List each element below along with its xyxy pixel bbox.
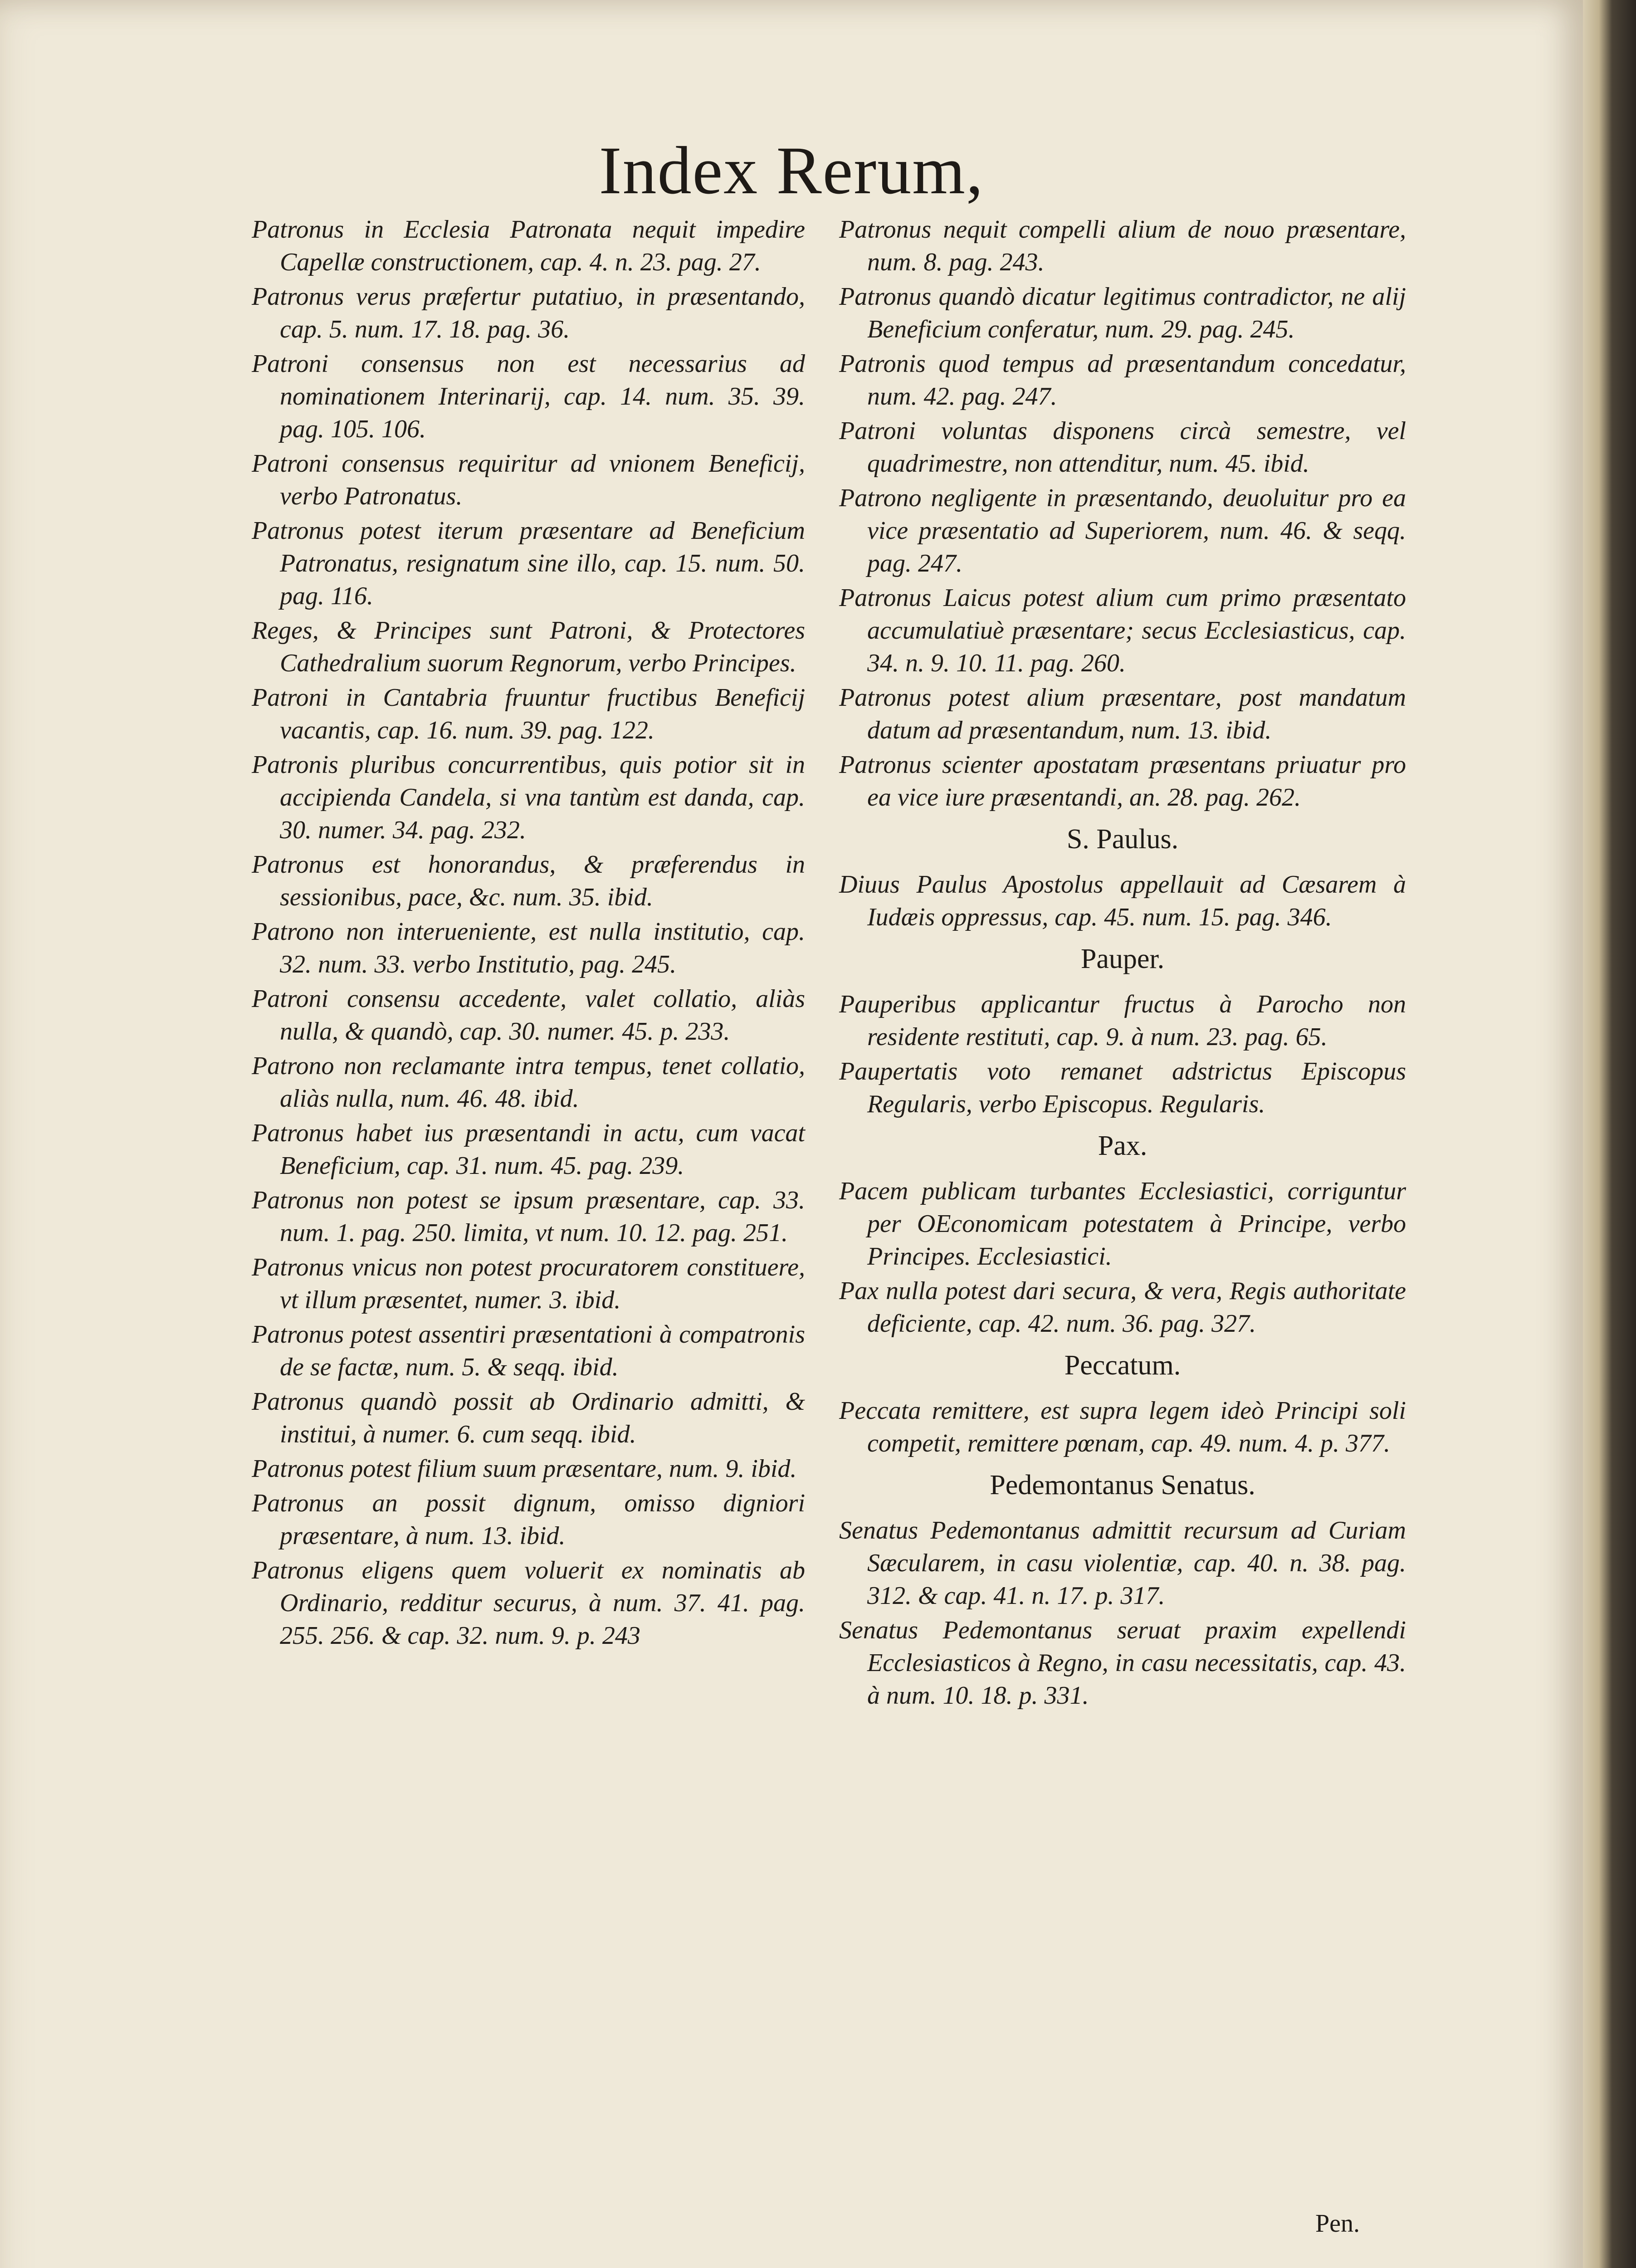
- index-entry: Senatus Pedemontanus seruat praxim expellendi Ecclesiasticos à Regno, in casu necessitatis, cap. 43. à num. 10. 18. p. 331.: [839, 1616, 1406, 1710]
- index-entry: Patronus potest iterum præsentare ad Beneficium Patronatus, resignatum sine illo, cap. 15. num. 50. pag. 116.: [252, 517, 805, 610]
- index-entry: Patronus potest assentiri præsentationi à compatronis de se factæ, num. 5. & seqq. ibid.: [252, 1320, 805, 1381]
- index-entry: Patronus verus præfertur putatiuo, in præsentando, cap. 5. num. 17. 18. pag. 36.: [252, 283, 805, 343]
- index-entry: Patronus an possit dignum, omisso digniori præsentare, à num. 13. ibid.: [252, 1489, 805, 1550]
- index-column-left: [252, 213, 805, 1654]
- index-entry: Patronus non potest se ipsum præsentare, cap. 33. num. 1. pag. 250. limita, vt num. 10. 12. pag. 251.: [252, 1186, 805, 1247]
- index-entry: Patroni consensus requiritur ad vnionem Beneficij, verbo Patronatus.: [252, 450, 805, 510]
- index-entry: Patrono non interueniente, est nulla institutio, cap. 32. num. 33. verbo Institutio, pag. 245.: [252, 918, 805, 978]
- index-entry: Reges, & Principes sunt Patroni, & Protectores Cathedralium suorum Regnorum, verbo Principes.: [252, 616, 805, 677]
- index-heading: S. Paulus.: [1066, 824, 1179, 855]
- index-entry: Pax nulla potest dari secura, & vera, Regis authoritate deficiente, cap. 42. num. 36. pag. 327.: [839, 1277, 1406, 1338]
- index-entry: Patroni in Cantabria fruuntur fructibus Beneficij vacantis, cap. 16. num. 39. pag. 122.: [252, 684, 805, 744]
- index-entry: Patronis pluribus concurrentibus, quis potior sit in accipienda Candela, si vna tantùm est danda, cap. 30. numer. 34. pag. 232.: [252, 751, 805, 844]
- index-entry: Patrono non reclamante intra tempus, tenet collatio, aliàs nulla, num. 46. 48. ibid.: [252, 1052, 805, 1113]
- index-entry: Patronus potest filium suum præsentare, num. 9. ibid.: [252, 1455, 797, 1483]
- index-entry: Pacem publicam turbantes Ecclesiastici, corriguntur per OEconomicam potestatem à Principe, verbo Principes. Ecclesiastici.: [839, 1177, 1406, 1271]
- index-heading: Pedemontanus Senatus.: [990, 1470, 1255, 1501]
- index-entry: Patronus vnicus non potest procuratorem constituere, vt illum præsentet, numer. 3. ibid.: [252, 1253, 805, 1314]
- index-entry: Patronus potest alium præsentare, post mandatum datum ad præsentandum, num. 13. ibid.: [839, 684, 1406, 744]
- index-entry: Patronus Laicus potest alium cum primo præsentato accumulatiuè præsentare; secus Ecclesiasticus, cap. 34. n. 9. 10. 11. pag. 260.: [839, 584, 1406, 677]
- index-heading: Pax.: [1098, 1130, 1148, 1161]
- catchword: Pen.: [1315, 2209, 1360, 2238]
- index-entry: Patroni consensu accedente, valet collatio, aliàs nulla, & quandò, cap. 30. numer. 45. p. 233.: [252, 985, 805, 1046]
- page-title: Index Rerum,: [599, 133, 984, 208]
- index-entry: Peccata remittere, est supra legem ideò Principi soli competit, remittere pœnam, cap. 49. num. 4. p. 377.: [839, 1397, 1406, 1457]
- index-heading: Peccatum.: [1064, 1350, 1181, 1381]
- index-entry: Paupertatis voto remanet adstrictus Episcopus Regularis, verbo Episcopus. Regularis.: [839, 1057, 1406, 1118]
- index-entry: Patronus scienter apostatam præsentans priuatur pro ea vice iure præsentandi, an. 28. pag. 262.: [839, 751, 1406, 811]
- book-binding-edge: [1583, 0, 1636, 2268]
- index-entry: Patronus nequit compelli alium de nouo præsentare, num. 8. pag. 243.: [839, 215, 1406, 276]
- index-entry: Pauperibus applicantur fructus à Parocho non residente restituti, cap. 9. à num. 23. pag. 65.: [839, 990, 1406, 1051]
- index-entry: Patroni consensus non est necessarius ad nominationem Interinarij, cap. 14. num. 35. 39. pag. 105. 106.: [252, 350, 805, 443]
- index-entry: Patronus quandò possit ab Ordinario admitti, & institui, à numer. 6. cum seqq. ibid.: [252, 1388, 805, 1448]
- index-entry: Patronus est honorandus, & præferendus in sessionibus, pace, &c. num. 35. ibid.: [252, 850, 805, 911]
- index-entry: Patronus in Ecclesia Patronata nequit impedire Capellæ constructionem, cap. 4. n. 23. pag. 27.: [252, 215, 805, 276]
- index-entry: Patroni voluntas disponens circà semestre, vel quadrimestre, non attenditur, num. 45. ibid.: [839, 417, 1406, 478]
- index-entry: Patronis quod tempus ad præsentandum concedatur, num. 42. pag. 247.: [839, 350, 1406, 411]
- index-entry: Diuus Paulus Apostolus appellauit ad Cæsarem à Iudæis oppressus, cap. 45. num. 15. pag. 346.: [839, 870, 1406, 931]
- index-entry: Patronus habet ius præsentandi in actu, cum vacat Beneficium, cap. 31. num. 45. pag. 239.: [252, 1119, 805, 1180]
- index-entry: Senatus Pedemontanus admittit recursum ad Curiam Sæcularem, in casu violentiæ, cap. 40. n. 38. pag. 312. & cap. 41. n. 17. p. 317.: [839, 1516, 1406, 1610]
- index-entry: Patrono negligente in præsentando, deuoluitur pro ea vice præsentatio ad Superiorem, num. 46. & seqq. pag. 247.: [839, 484, 1406, 577]
- index-entry: Patronus quandò dicatur legitimus contradictor, ne alij Beneficium conferatur, num. 29. pag. 245.: [839, 283, 1406, 343]
- index-entry: Patronus eligens quem voluerit ex nominatis ab Ordinario, redditur securus, à num. 37. 41. pag. 255. 256. & cap. 32. num. 9. p. 243: [252, 1556, 805, 1650]
- index-column-right: [839, 213, 1406, 1714]
- index-heading: Pauper.: [1080, 943, 1165, 974]
